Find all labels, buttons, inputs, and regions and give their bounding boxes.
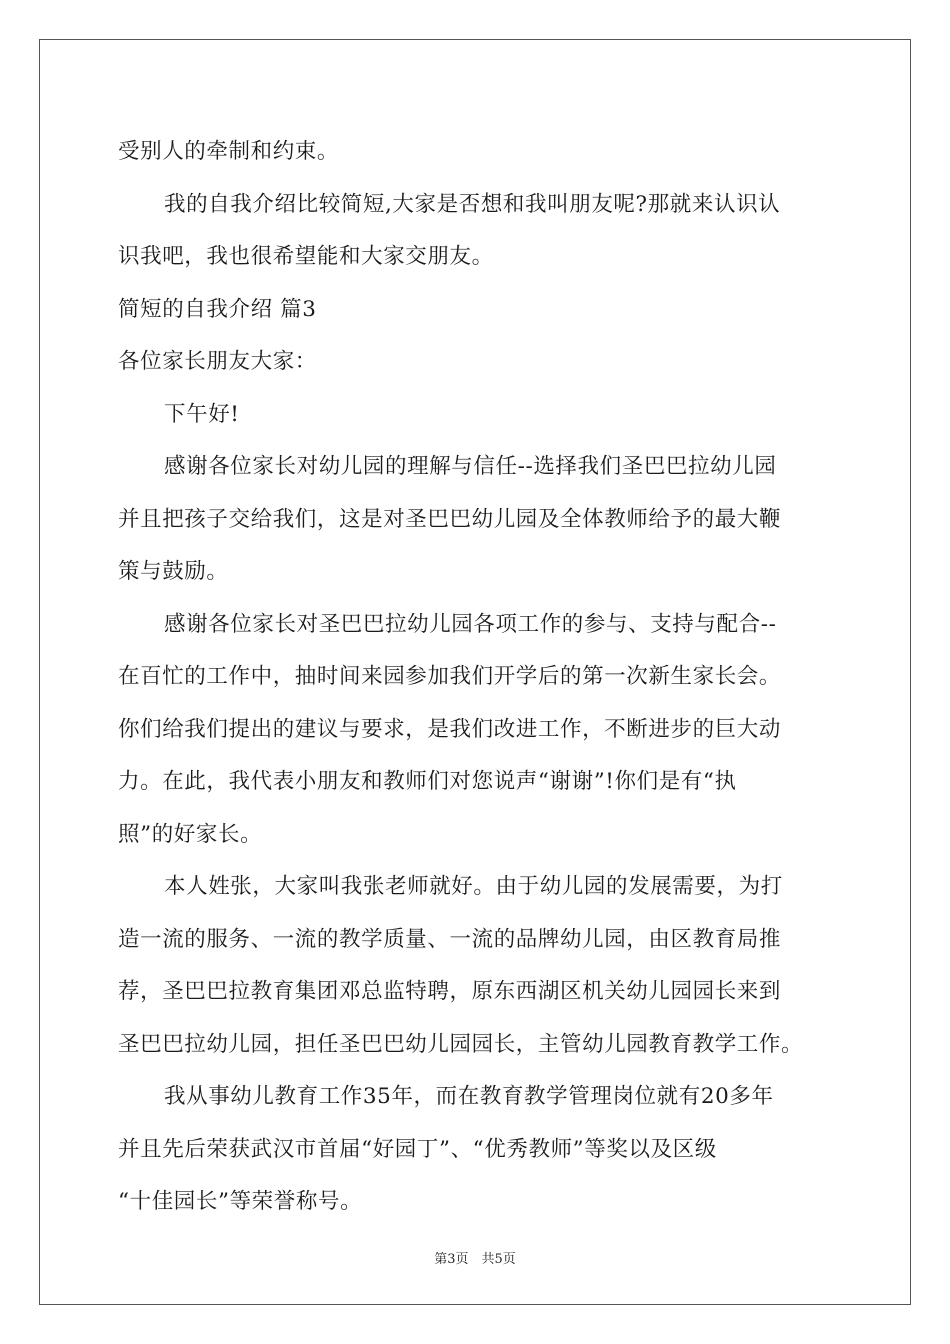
section-heading: 简短的自我介绍 篇3 (118, 296, 317, 322)
text-line: 圣巴巴拉幼儿园，担任圣巴巴幼儿园园长，主管幼儿园教育教学工作。 (118, 1031, 804, 1057)
text-line: 造一流的服务、一流的教学质量、一流的品牌幼儿园，由区教育局推 (118, 926, 782, 952)
text-line: 感谢各位家长对圣巴巴拉幼儿园各项工作的参与、支持与配合-- (164, 611, 777, 637)
text-line: 你们给我们提出的建议与要求，是我们改进工作，不断进步的巨大动 (118, 716, 782, 742)
text-line: 荐，圣巴巴拉教育集团邓总监特聘，原东西湖区机关幼儿园园长来到 (118, 979, 782, 1004)
text-line: 并且先后荣获武汉市首届“好园丁”、“优秀教师”等奖以及区级 (118, 1136, 717, 1162)
text-line: “十佳园长”等荣誉称号。 (118, 1189, 363, 1214)
text-line: 我从事幼儿教育工作35年，而在教育教学管理岗位就有20多年 (164, 1084, 774, 1109)
document-body (118, 126, 834, 1229)
text-line: 策与鼓励。 (118, 559, 229, 584)
text-line: 照”的好家长。 (118, 821, 263, 847)
text-line: 力。在此，我代表小朋友和教师们对您说声“谢谢”!你们是有“执 (118, 769, 737, 794)
salutation: 各位家长朋友大家： (118, 349, 317, 374)
text-line: 并且把孩子交给我们，这是对圣巴巴幼儿园及全体教师给予的最大鞭 (118, 506, 782, 532)
text-line: 受别人的牵制和约束。 (118, 139, 340, 164)
text-line: 在百忙的工作中，抽时间来园参加我们开学后的第一次新生家长会。 (118, 664, 782, 689)
text-line: 感谢各位家长对幼儿园的理解与信任--选择我们圣巴巴拉幼儿园 (164, 454, 777, 479)
greeting: 下午好! (164, 401, 240, 427)
text-line: 我的自我介绍比较简短,大家是否想和我叫朋友呢?那就来认识认 (164, 191, 781, 217)
page-number-footer: 第3页 共5页 (434, 1252, 516, 1267)
text-line: 识我吧，我也很希望能和大家交朋友。 (118, 244, 494, 269)
text-line: 本人姓张，大家叫我张老师就好。由于幼儿园的发展需要，为打 (164, 874, 783, 899)
